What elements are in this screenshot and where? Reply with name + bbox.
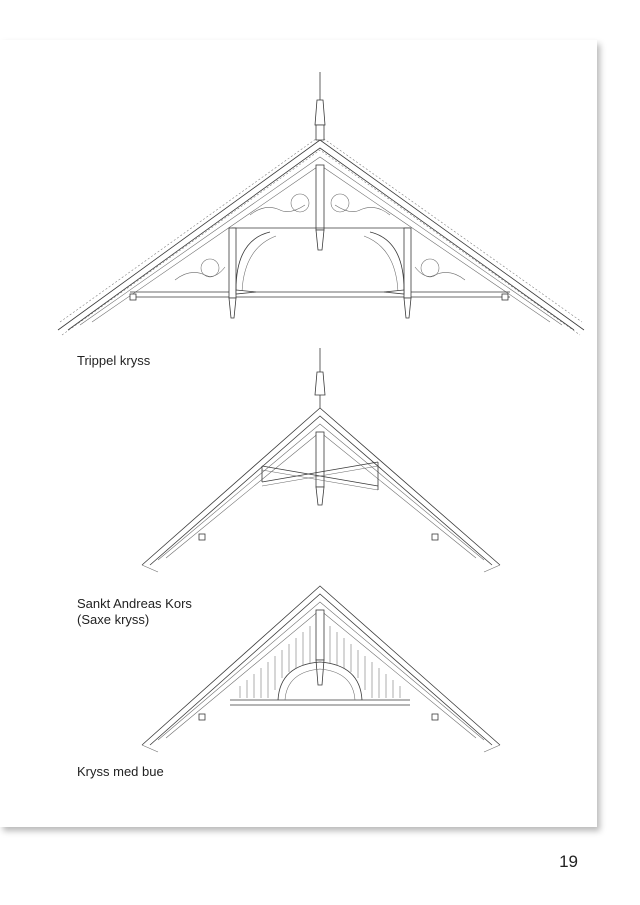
caption-line-1: Sankt Andreas Kors: [77, 596, 192, 611]
caption-trippel-kryss: Trippel kryss: [77, 353, 151, 368]
page-number: 19: [559, 852, 578, 871]
caption-kryss-med-bue: Kryss med bue: [77, 764, 164, 779]
gable-drawing-kryss-med-bue: [0, 580, 640, 760]
gable-drawing-trippel-kryss: [0, 60, 640, 350]
gable-drawing-sankt-andreas-kors: [0, 345, 640, 575]
caption-line-2: (Saxe kryss): [77, 612, 150, 627]
